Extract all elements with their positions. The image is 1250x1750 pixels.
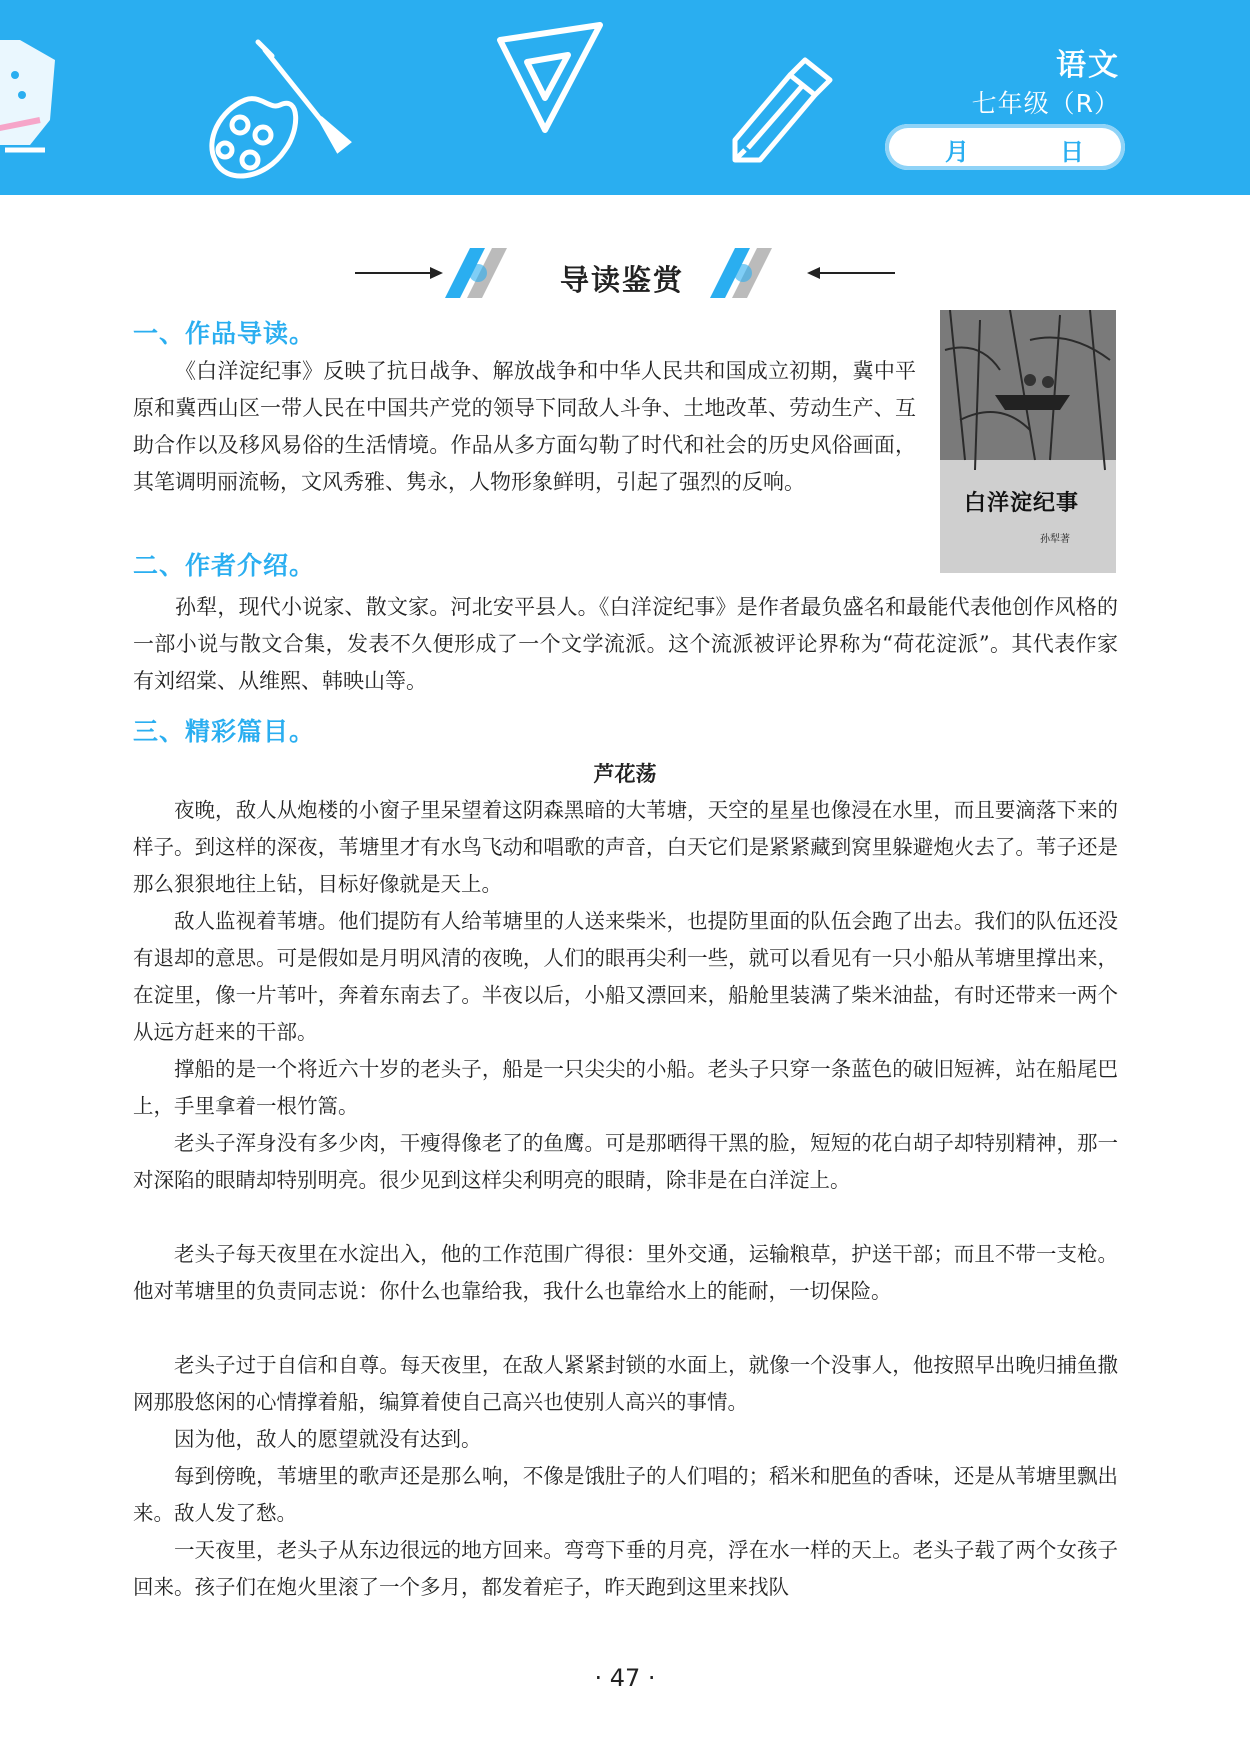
story-title: 芦花荡 — [593, 762, 657, 786]
story-paragraph: 老头子浑身没有多少肉，干瘦得像老了的鱼鹰。可是那晒得干黑的脸，短短的花白胡子却特别精神，那一对深陷的眼睛却特别明亮。很少见到这样尖利明亮的眼睛，除非是在白洋淀上。 — [133, 1131, 1118, 1192]
cover-author: 孙犁著 — [1040, 534, 1070, 545]
date-field[interactable] — [885, 124, 1125, 170]
page-number: · 47 · — [594, 1664, 656, 1692]
palette-icon — [212, 99, 296, 176]
book-cover-image — [940, 310, 1116, 573]
section-title: 导读鉴赏 — [560, 263, 685, 297]
story-paragraph: 每到傍晚，苇塘里的歌声还是那么响，不像是饿肚子的人们唱的；稻米和肥鱼的香味，还是从苇塘里飘出来。敌人发了愁。 — [133, 1464, 1118, 1525]
story-paragraph: 老头子每天夜里在水淀出入，他的工作范围广得很：里外交通，运输粮草，护送干部；而且不带一支枪。他对苇塘里的负责同志说：你什么也靠给我，我什么也靠给水上的能耐，一切保险。 — [133, 1242, 1118, 1303]
subject-label: 语文 — [1056, 48, 1120, 83]
story-paragraph: 一天夜里，老头子从东边很远的地方回来。弯弯下垂的月亮，浮在水一样的天上。老头子载了两个女孩子回来。孩子们在炮火里滚了一个多月，都发着疟子，昨天跑到这里来找队 — [133, 1538, 1118, 1599]
part2-heading: 二、作者介绍。 — [133, 551, 316, 580]
set-square-icon — [500, 25, 600, 130]
part1-text: 《白洋淀纪事》反映了抗日战争、解放战争和中华人民共和国成立初期，冀中平原和冀西山区一带人民在中国共产党的领导下同敌人斗争、土地改革、劳动生产、互助合作以及移风易俗的生活情境。作品从多方面勾勒了时代和社会的历史风俗画面，其笔调明丽流畅，文风秀雅、隽永，人物形象鲜明，引起了强烈的反响。 — [133, 359, 916, 494]
part3-heading: 三、精彩篇目。 — [133, 717, 316, 746]
story-paragraph: 敌人监视着苇塘。他们提防有人给苇塘里的人送来柴米，也提防里面的队伍会跑了出去。我们的队伍还没有退却的意思。可是假如是月明风清的夜晚，人们的眼再尖利一些，就可以看见有一只小船从苇塘里撑出来，在淀里，像一片苇叶，奔着东南去了。半夜以后，小船又漂回来，船舱里装满了柴米油盐，有时还带来一两个从远方赶来的干部。 — [133, 909, 1118, 1044]
part1-heading: 一、作品导读。 — [133, 319, 316, 348]
story-paragraph: 夜晚，敌人从炮楼的小窗子里呆望着这阴森黑暗的大苇塘，天空的星星也像浸在水里，而且要滴落下来的样子。到这样的深夜，苇塘里才有水鸟飞动和唱歌的声音，白天它们是紧紧藏到窝里躲避炮火去了。苇子还是那么狠狠地往上钻，目标好像就是天上。 — [133, 798, 1118, 896]
header-banner — [0, 0, 1250, 195]
section-heading — [0, 248, 1250, 304]
story-paragraph: 老头子过于自信和自尊。每天夜里，在敌人紧紧封锁的水面上，就像一个没事人，他按照早出晚归捕鱼撒网那股悠闲的心情撑着船，编算着使自己高兴也使别人高兴的事情。 — [133, 1353, 1118, 1414]
cover-illustration — [940, 310, 1116, 573]
part2-text: 孙犁，现代小说家、散文家。河北安平县人。《白洋淀纪事》是作者最负盛名和最能代表他创作风格的一部小说与散文合集，发表不久便形成了一个文学流派。这个流派被评论界称为“荷花淀派”。其代表作家有刘绍棠、从维熙、韩映山等。 — [133, 595, 1118, 693]
pencil-icon — [735, 60, 830, 160]
story-paragraph: 撑船的是一个将近六十岁的老头子，船是一只尖尖的小船。老头子只穿一条蓝色的破旧短裤，站在船尾巴上，手里拿着一根竹篙。 — [133, 1057, 1118, 1118]
ice-skate-icon — [0, 40, 55, 150]
month-label: 月 — [945, 138, 969, 166]
story-paragraph: 因为他，敌人的愿望就没有达到。 — [174, 1427, 482, 1451]
cover-title: 白洋淀纪事 — [964, 490, 1080, 516]
grade-label: 七年级（R） — [971, 89, 1120, 118]
day-label: 日 — [1060, 138, 1084, 166]
